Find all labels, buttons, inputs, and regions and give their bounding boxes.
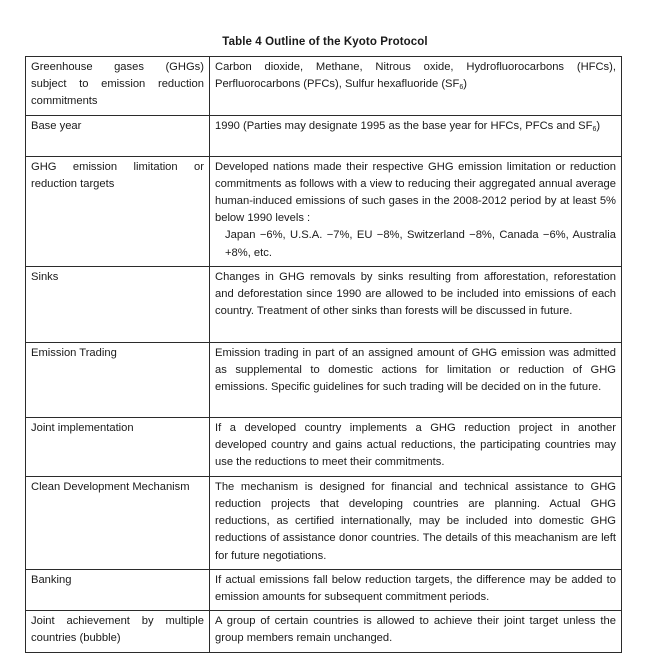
table-row [26, 611, 622, 652]
table-row [26, 476, 622, 569]
table-row [26, 417, 622, 476]
row-description: If actual emissions fall below reduction targets, the difference may be added to emission amounts for subsequent commitment periods. [210, 569, 622, 610]
table-row [26, 115, 622, 156]
row-description: If a developed country implements a GHG reduction project in another developed country and gains actual reductions, the participating countries may use the reductions to meet their commitments. [210, 417, 622, 476]
row-label: Emission Trading [26, 342, 210, 417]
row-label: GHG emission limitation or reduction targets [26, 156, 210, 266]
table-row [26, 569, 622, 610]
row-label: Joint achievement by multiple countries (bubble) [26, 611, 210, 652]
row-description: Emission trading in part of an assigned amount of GHG emission was admitted as supplemental to domestic actions for limitation or reduction of GHG emissions. Specific guidelines for such trading will be decided on in the future. [210, 342, 622, 417]
table-title: Table 4 Outline of the Kyoto Protocol [222, 36, 428, 48]
table-row [26, 57, 622, 116]
row-description: Changes in GHG removals by sinks resulting from afforestation, reforestation and deforestation since 1990 are allowed to be included into emissions of each country. Treatment of other sinks than forests will be discussed in future. [210, 266, 622, 342]
table-row [26, 266, 622, 342]
row-label: Sinks [26, 266, 210, 342]
table-row [26, 342, 622, 417]
row-description: 1990 (Parties may designate 1995 as the base year for HFCs, PFCs and $SF_6$) [210, 115, 622, 156]
row-description: Developed nations made their respective GHG emission limitation or reduction commitments as follows with a view to reducing their aggregated annual average human-induced emissions of such gases in the 2008-2012 period by at least 5% below 1990 levels : Japan −6%, U.S.A. −7%, EU −8%, Switzerland −8%, Canada −6%, Australia +8%, etc. [210, 156, 622, 266]
table-row [26, 156, 622, 266]
row-description: A group of certain countries is allowed to achieve their joint target unless the group members remain unchanged. [210, 611, 622, 652]
row-label: Clean Development Mechanism [26, 476, 210, 569]
row-description: The mechanism is designed for financial and technical assistance to GHG reduction projects that developing countries are planning. Actual GHG reductions, as certified internationally, may be included into domestic GHG reductions of assistance donor countries. The details of this meachanism are left for future negotiations. [210, 476, 622, 569]
kyoto-protocol-table [25, 56, 622, 653]
row-label: Base year [26, 115, 210, 156]
row-label: Joint implementation [26, 417, 210, 476]
row-label: Banking [26, 569, 210, 610]
country-targets: Japan −6%, U.S.A. −7%, EU −8%, Switzerland −8%, Canada −6%, Australia +8%, etc. [225, 229, 616, 259]
row-description: Carbon dioxide, Methane, Nitrous oxide, Hydrofluorocarbons (HFCs), Perfluorocarbons (PFCs), Sulfur hexafluoride $(SF_6)$ [210, 57, 622, 116]
row-label: Greenhouse gases (GHGs) subject to emission reduction commitments [26, 57, 210, 116]
